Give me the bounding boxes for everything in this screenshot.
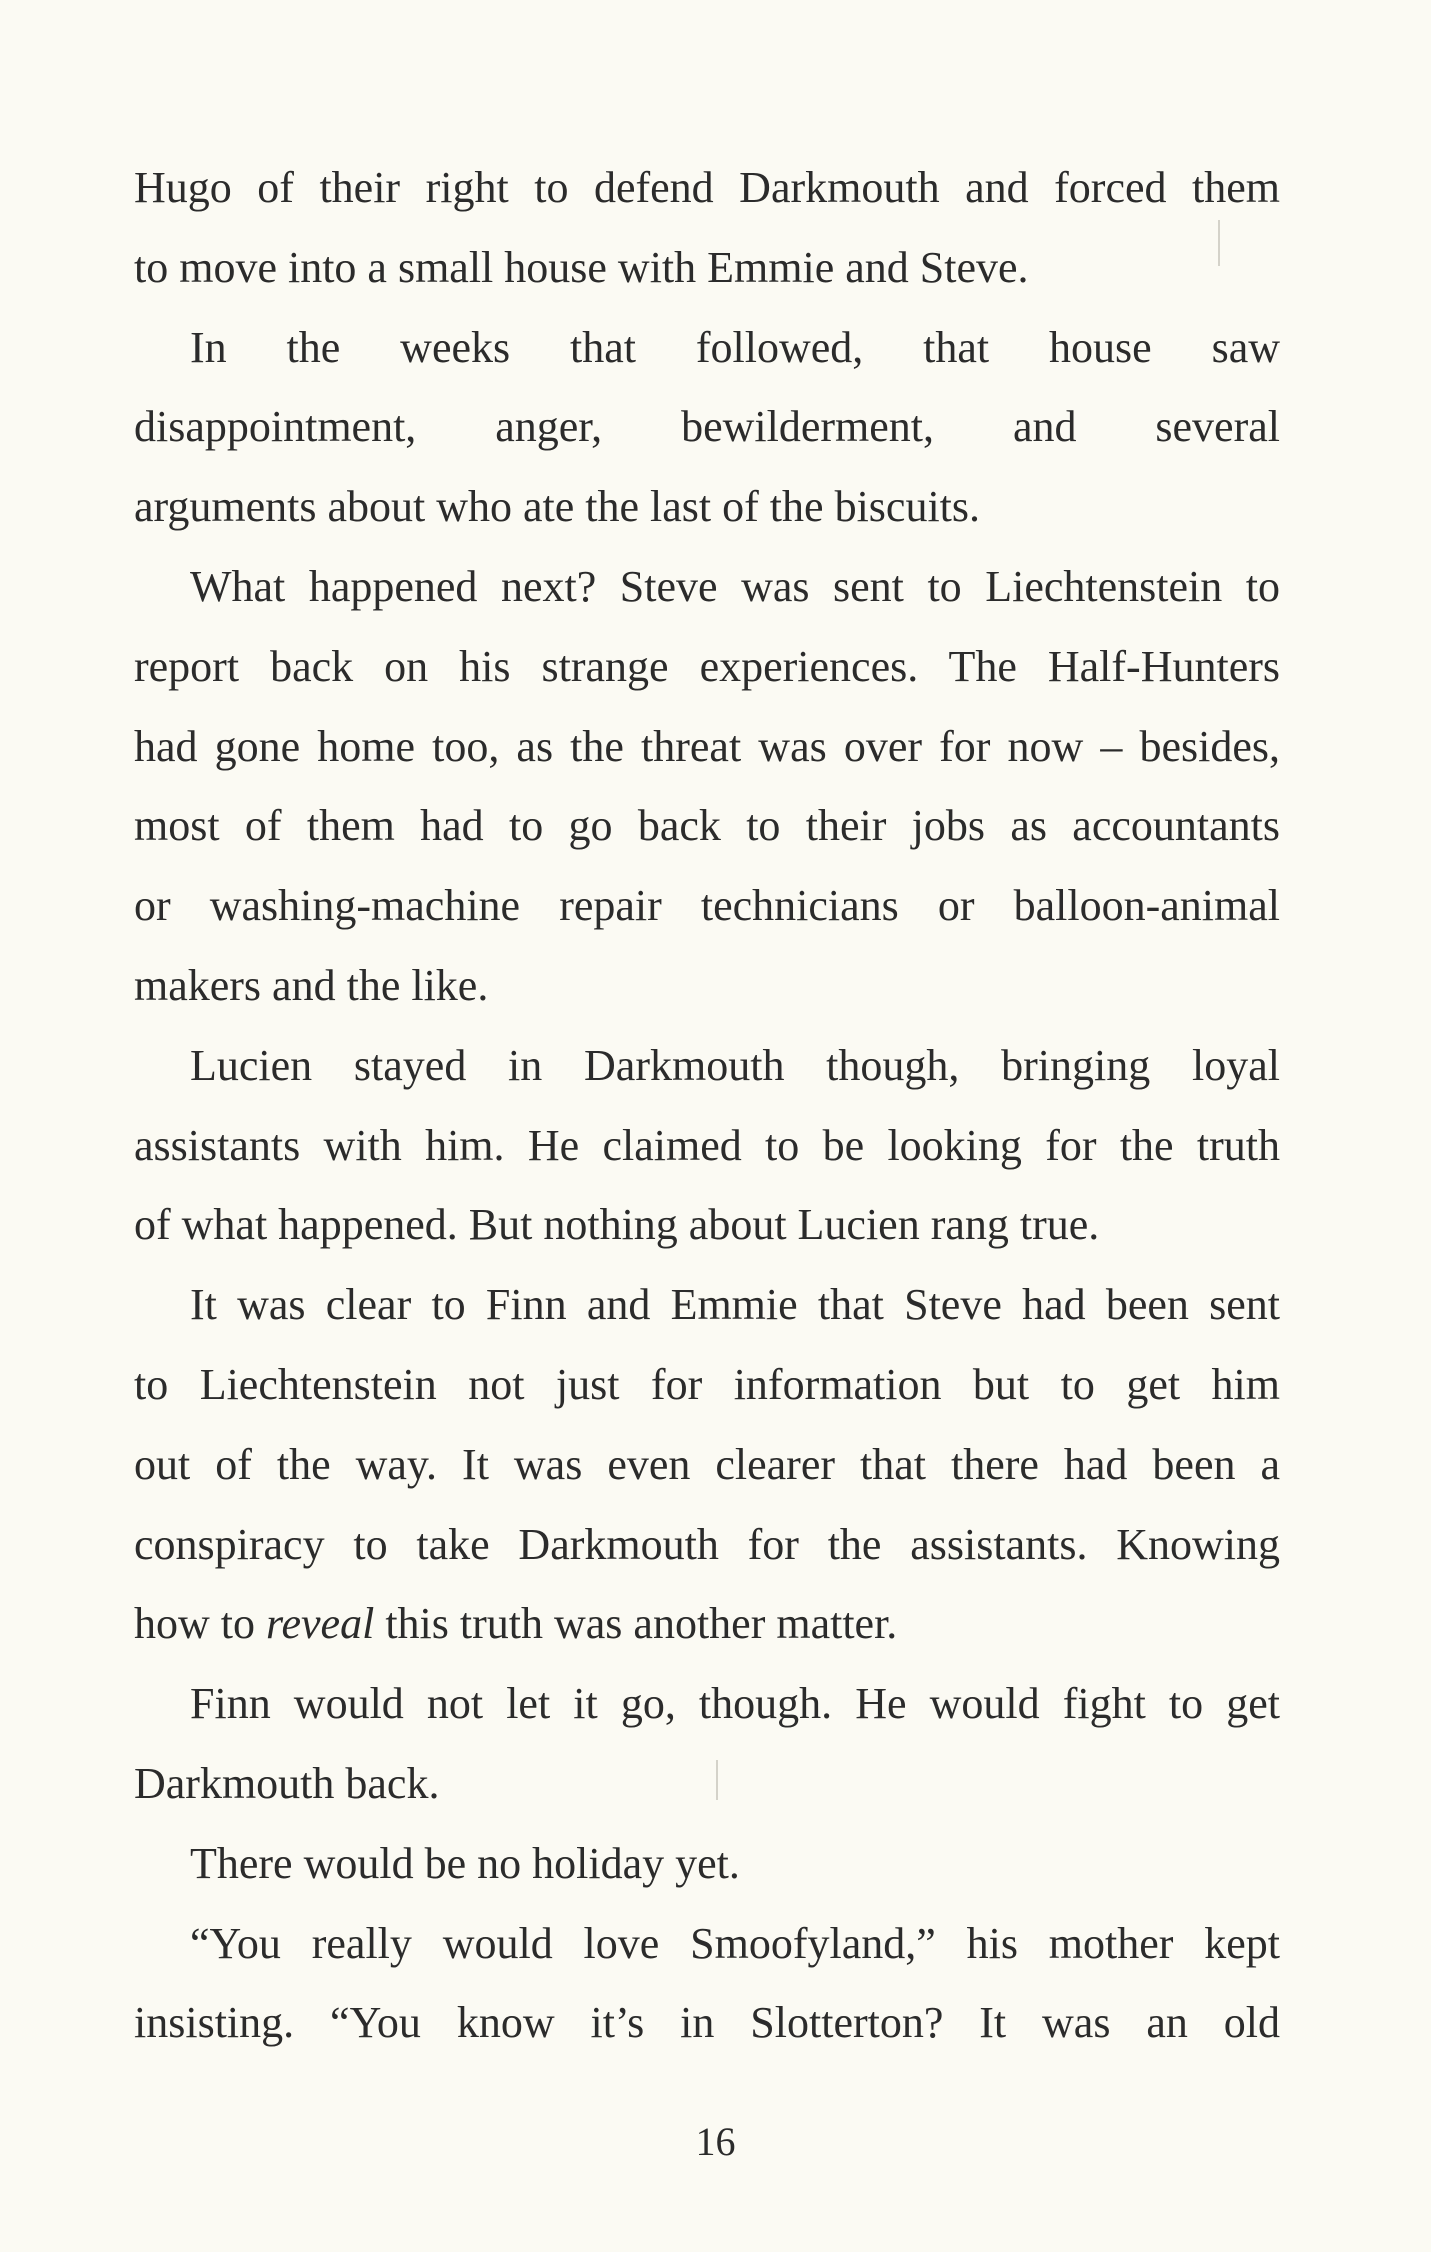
text-segment: this truth was another matter. bbox=[385, 1599, 898, 1649]
text-line: It was clear to Finn and Emmie that Steve had been sent bbox=[190, 1280, 1280, 1330]
text-line: Lucien stayed in Darkmouth though, bringing loyal bbox=[190, 1040, 1280, 1090]
text-line: makers and the like. bbox=[134, 960, 489, 1010]
text-line bbox=[134, 1584, 1280, 1664]
text-line: assistants with him. He claimed to be looking for the truth bbox=[134, 1120, 1280, 1170]
text-line: conspiracy to take Darkmouth for the assistants. Knowing bbox=[134, 1519, 1280, 1569]
text-segment: how to bbox=[134, 1599, 255, 1649]
text-line: Hugo of their right to defend Darkmouth and forced them bbox=[134, 163, 1280, 212]
text-line: or washing-machine repair technicians or balloon-animal bbox=[134, 881, 1280, 931]
emphasized-word: reveal bbox=[266, 1599, 375, 1649]
scan-artifact bbox=[716, 1760, 718, 1800]
text-line: There would be no holiday yet. bbox=[190, 1838, 740, 1888]
text-line: of what happened. But nothing about Lucien rang true. bbox=[134, 1200, 1100, 1250]
text-line: disappointment, anger, bewilderment, and several bbox=[134, 402, 1280, 452]
body-text bbox=[134, 148, 1280, 2063]
text-line: “You really would love Smoofyland,” his mother kept bbox=[190, 1918, 1280, 1968]
text-line: What happened next? Steve was sent to Liechtenstein to bbox=[190, 561, 1280, 611]
text-line: had gone home too, as the threat was over for now – besides, bbox=[134, 721, 1280, 771]
text-line: arguments about who ate the last of the biscuits. bbox=[134, 482, 981, 532]
text-line: report back on his strange experiences. The Half-Hunters bbox=[134, 641, 1280, 691]
text-line: most of them had to go back to their jobs as accountants bbox=[134, 801, 1280, 851]
text-line: to Liechtenstein not just for information but to get him bbox=[134, 1359, 1280, 1409]
scan-artifact bbox=[1218, 220, 1220, 266]
text-line: out of the way. It was even clearer that there had been a bbox=[134, 1439, 1280, 1489]
text-line: insisting. “You know it’s in Slotterton? It was an old bbox=[134, 1998, 1280, 2048]
text-line: In the weeks that followed, that house saw bbox=[190, 322, 1280, 372]
text-line: to move into a small house with Emmie and Steve. bbox=[134, 242, 1029, 292]
page-number: 16 bbox=[695, 2119, 736, 2164]
text-line: Finn would not let it go, though. He would fight to get bbox=[190, 1679, 1280, 1729]
text-line: Darkmouth back. bbox=[134, 1758, 440, 1808]
